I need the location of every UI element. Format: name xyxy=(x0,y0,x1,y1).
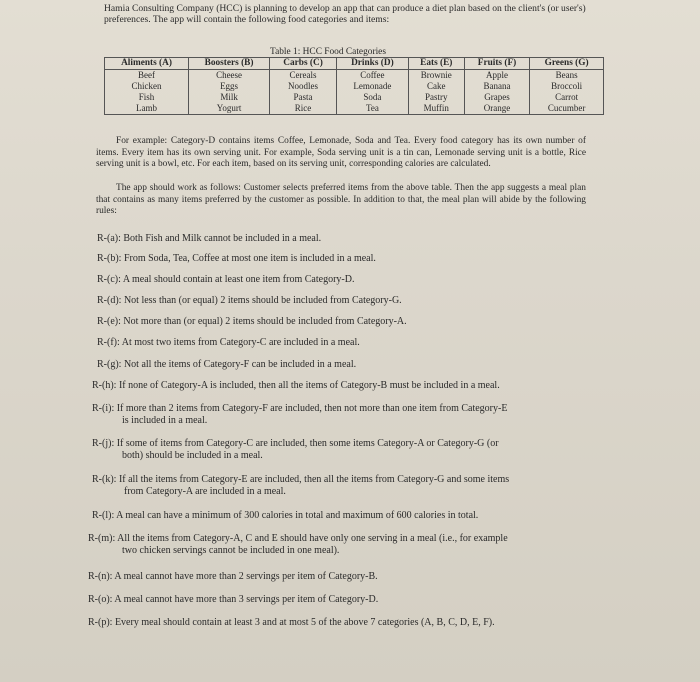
rule-continuation: is included in a meal. xyxy=(122,415,208,426)
rule-label: R-(k): xyxy=(92,474,117,485)
table-header-row xyxy=(105,58,604,70)
rule-text: A meal cannot have more than 2 servings per item of Category-B. xyxy=(114,571,378,582)
rule-text: All the items from Category-A, C and E should have only one serving in a meal (i.e., for example xyxy=(117,533,508,544)
rule-h xyxy=(92,380,602,392)
rule-label: R-(i): xyxy=(92,403,115,414)
rule-text: Not all the items of Category-F can be included in a meal. xyxy=(123,359,357,370)
table-row xyxy=(105,81,604,92)
intro-paragraph: Hamia Consulting Company (HCC) is planning to develop an app that can produce a diet plan based on the client's (or user's) preferences. The app will contain the following food categories and items: xyxy=(104,3,586,25)
rule-continuation: from Category-A are included in a meal. xyxy=(124,486,286,497)
rule-text: A meal can have a minimum of 300 calories in total and maximum of 600 calories in total. xyxy=(116,510,479,521)
table-cell: Orange xyxy=(464,103,529,115)
table-cell: Beans xyxy=(530,70,604,82)
rule-label: R-(p): xyxy=(88,617,113,628)
table-cell: Noodles xyxy=(270,81,337,92)
rule-label: R-(l): xyxy=(92,510,115,521)
table-cell: Milk xyxy=(189,92,270,103)
header-eats: Eats (E) xyxy=(408,58,464,70)
rule-continuation: both) should be included in a meal. xyxy=(122,450,263,461)
table-cell: Soda xyxy=(337,92,409,103)
table-cell: Cake xyxy=(408,81,464,92)
rule-l xyxy=(92,510,602,522)
table-row xyxy=(105,103,604,115)
table-cell: Cereals xyxy=(270,70,337,82)
rule-text: If more than 2 items from Category-F are included, then not more than one item from Category-E xyxy=(116,403,508,414)
table-cell: Brownie xyxy=(408,70,464,82)
table-cell: Tea xyxy=(337,103,409,115)
table-row xyxy=(105,92,604,103)
rule-text: If none of Category-A is included, then all the items of Category-B must be included in a meal. xyxy=(118,380,500,391)
table-cell: Pasta xyxy=(270,92,337,103)
table-cell: Apple xyxy=(464,70,529,82)
rule-g xyxy=(97,359,607,371)
rule-text: From Soda, Tea, Coffee at most one item is included in a meal. xyxy=(123,253,376,264)
table-row xyxy=(105,70,604,82)
rule-label: R-(a): xyxy=(97,233,121,244)
rule-text: If some of items from Category-C are included, then some items Category-A or Category-G (or xyxy=(116,438,499,449)
table-cell: Lamb xyxy=(105,103,189,115)
example-paragraph-text: For example: Category-D contains items Coffee, Lemonade, Soda and Tea. Every food category has its own number of items. Every item has its own serving unit. For example, Soda serving unit is a tin can, Lemonade serving unit is a bottle, Rice serving unit is a bowl, etc. For each item, based on its serving unit, corresponding calories are calculated. xyxy=(96,136,586,169)
rule-d xyxy=(97,295,607,307)
table-cell: Banana xyxy=(464,81,529,92)
rule-text: At most two items from Category-C are included in a meal. xyxy=(121,337,360,348)
rule-i xyxy=(92,403,602,427)
table-cell: Beef xyxy=(105,70,189,82)
workflow-paragraph-text: The app should work as follows: Customer selects preferred items from the above table. Then the app suggests a meal plan that contains as many items preferred by the customer as possible. In addition to that, the meal plan will abide by the following rules: xyxy=(96,183,586,216)
rule-continuation: two chicken servings cannot be included in one meal). xyxy=(122,545,340,556)
rule-text: Both Fish and Milk cannot be included in a meal. xyxy=(123,233,322,244)
rule-text: Not less than (or equal) 2 items should be included from Category-G. xyxy=(123,295,402,306)
rule-label: R-(b): xyxy=(97,253,122,264)
table-cell: Cheese xyxy=(189,70,270,82)
table-cell: Yogurt xyxy=(189,103,270,115)
rule-label: R-(f): xyxy=(97,337,120,348)
rule-j xyxy=(92,438,602,462)
rule-o xyxy=(88,594,598,606)
rule-c xyxy=(97,274,607,286)
header-boosters: Boosters (B) xyxy=(189,58,270,70)
rule-label: R-(m): xyxy=(88,533,116,544)
rule-f xyxy=(97,337,607,349)
table-cell: Fish xyxy=(105,92,189,103)
table-caption: Table 1: HCC Food Categories xyxy=(270,47,386,57)
header-fruits: Fruits (F) xyxy=(464,58,529,70)
header-drinks: Drinks (D) xyxy=(337,58,409,70)
rule-n xyxy=(88,571,598,583)
rule-label: R-(h): xyxy=(92,380,117,391)
rule-text: Not more than (or equal) 2 items should be included from Category-A. xyxy=(123,316,407,327)
table-cell: Broccoli xyxy=(530,81,604,92)
table-cell: Carrot xyxy=(530,92,604,103)
rule-text: A meal cannot have more than 3 servings per item of Category-D. xyxy=(114,594,379,605)
food-categories-table xyxy=(104,57,604,115)
table-cell: Pastry xyxy=(408,92,464,103)
rule-p xyxy=(88,617,598,629)
rule-text: If all the items from Category-E are included, then all the items from Category-G and some items xyxy=(118,474,510,485)
rule-b xyxy=(97,253,607,265)
table-cell: Chicken xyxy=(105,81,189,92)
workflow-paragraph xyxy=(96,183,586,218)
rule-m xyxy=(88,533,598,557)
example-paragraph xyxy=(96,136,586,171)
rule-label: R-(j): xyxy=(92,438,115,449)
table-cell: Muffin xyxy=(408,103,464,115)
rule-label: R-(d): xyxy=(97,295,122,306)
rule-k xyxy=(92,474,602,498)
rule-label: R-(e): xyxy=(97,316,121,327)
rule-text: Every meal should contain at least 3 and at most 5 of the above 7 categories (A, B, C, D, E, F). xyxy=(114,617,495,628)
rule-label: R-(g): xyxy=(97,359,122,370)
table-cell: Grapes xyxy=(464,92,529,103)
rule-label: R-(n): xyxy=(88,571,113,582)
rule-text: A meal should contain at least one item from Category-D. xyxy=(122,274,355,285)
rule-label: R-(o): xyxy=(88,594,113,605)
table-cell: Coffee xyxy=(337,70,409,82)
table-cell: Eggs xyxy=(189,81,270,92)
header-aliments: Aliments (A) xyxy=(105,58,189,70)
header-greens: Greens (G) xyxy=(530,58,604,70)
table-cell: Cucumber xyxy=(530,103,604,115)
table-cell: Lemonade xyxy=(337,81,409,92)
rule-e xyxy=(97,316,607,328)
table-cell: Rice xyxy=(270,103,337,115)
rule-a xyxy=(97,233,607,245)
header-carbs: Carbs (C) xyxy=(270,58,337,70)
rule-label: R-(c): xyxy=(97,274,121,285)
